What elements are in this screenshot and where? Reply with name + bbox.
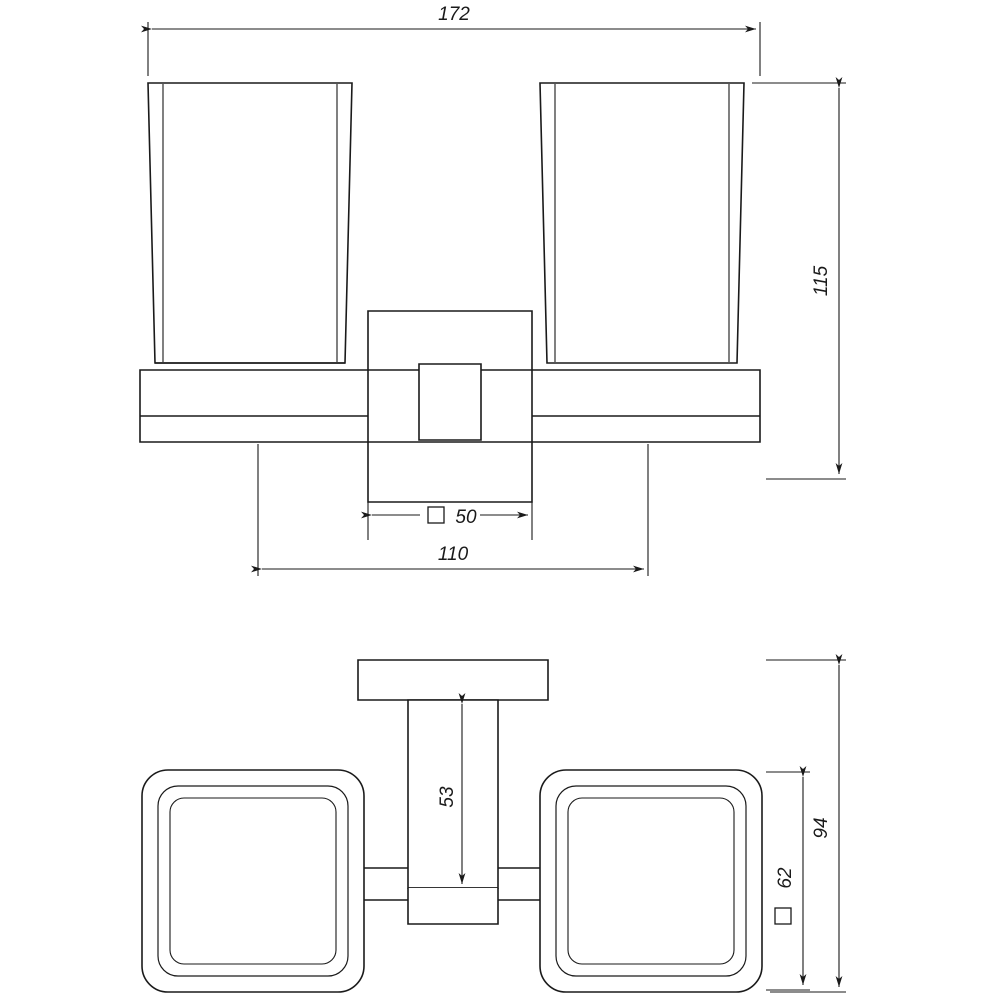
dimension-50: 50 [455, 507, 477, 528]
dimension-62: 62 [775, 867, 796, 889]
dimension-172: 172 [438, 4, 470, 25]
front-view-geometry [140, 83, 760, 502]
dimension-115: 115 [811, 265, 832, 297]
dimension-94: 94 [811, 817, 832, 839]
top-view-geometry [142, 660, 762, 992]
dimension-110: 110 [437, 544, 469, 565]
dimension-53: 53 [437, 786, 458, 808]
